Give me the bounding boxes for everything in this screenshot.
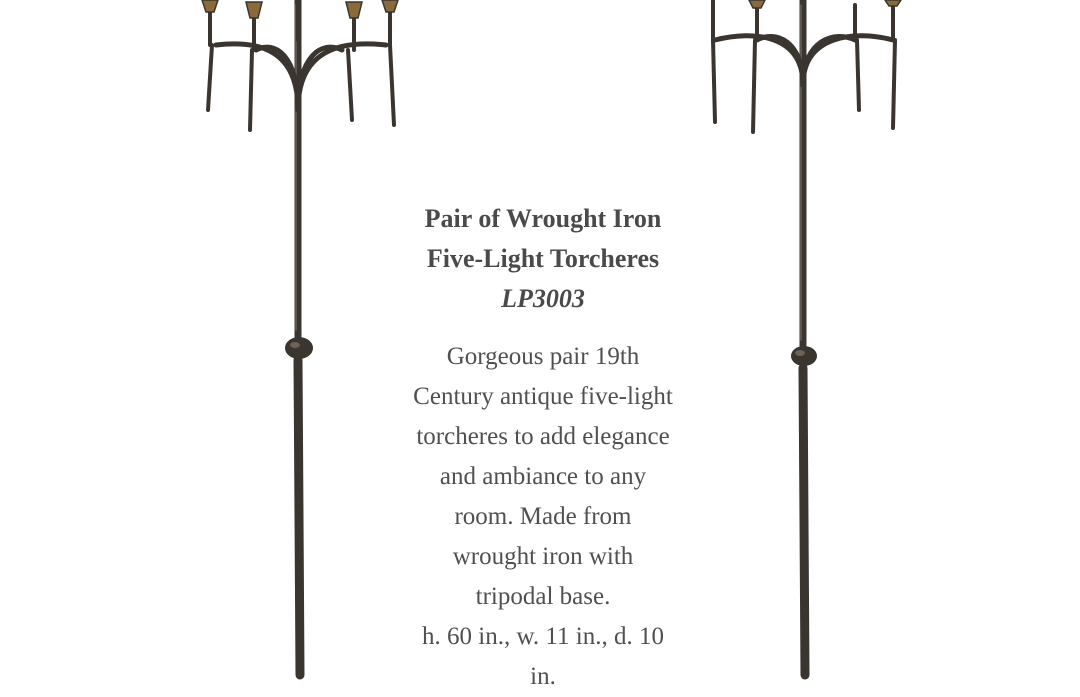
product-title-line-2: Five-Light Torcheres: [426, 244, 660, 273]
product-description: [380, 337, 706, 697]
dimensions-line: h. 60 in., w. 11 in., d. 10: [422, 623, 664, 650]
torchere-right-image: [695, 0, 915, 675]
description-line: wrought iron with: [452, 543, 634, 570]
description-line: Gorgeous pair 19th: [446, 343, 640, 370]
description-line: and ambiance to any: [439, 463, 647, 490]
dimensions-line-continued: in.: [530, 663, 556, 690]
product-code: LP3003: [501, 284, 585, 313]
description-line: room. Made from: [454, 503, 632, 530]
product-description-block: [380, 199, 706, 697]
description-line: tripodal base.: [475, 583, 611, 610]
torchere-right-drawing: [695, 0, 915, 675]
product-title: [380, 199, 706, 319]
description-line: Century antique five-light: [413, 383, 673, 410]
torchere-left-drawing: [190, 0, 410, 675]
torchere-left-image: [190, 0, 410, 675]
product-title-line-1: Pair of Wrought Iron: [424, 204, 662, 233]
description-line: torcheres to add elegance: [416, 423, 670, 450]
